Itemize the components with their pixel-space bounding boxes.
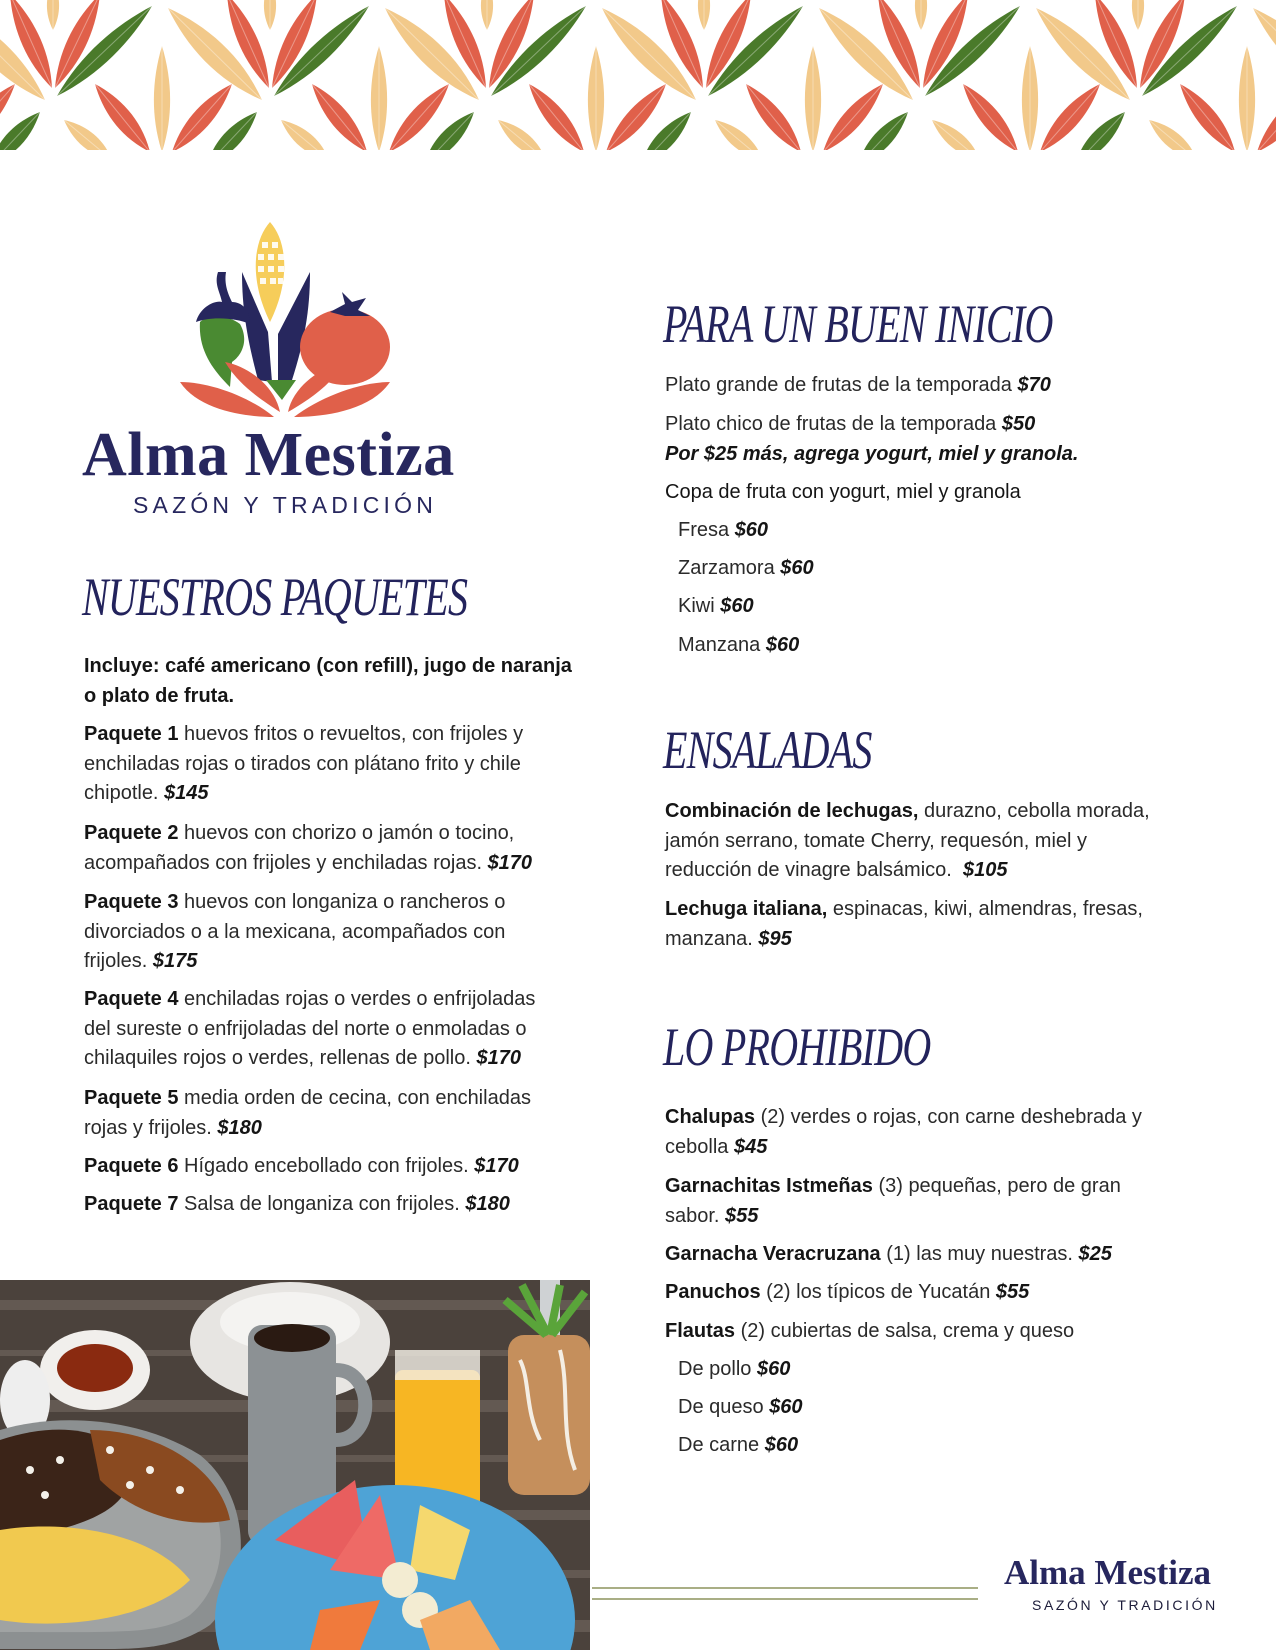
item-price: $175	[152, 950, 198, 972]
item-description: enchiladas rojas o verdes o enfrijoladas del sureste o enfrijoladas del norte o enmoladas o chilaquiles rojos o verdes, rellenas de pollo.	[84, 988, 536, 1069]
flautas-option	[678, 1355, 790, 1385]
item-name: Combinación de lechugas,	[665, 800, 919, 822]
item-price: $55	[725, 1204, 759, 1227]
package-item	[84, 888, 505, 977]
item-name: Garnachitas Istmeñas	[665, 1175, 873, 1197]
item-description: Plato chico de frutas de la temporada	[665, 413, 997, 435]
footer-brand-name: Alma Mestiza	[1004, 1553, 1212, 1592]
flautas-option	[678, 1393, 803, 1423]
footer-brand-tagline: SAZÓN Y TRADICIÓN	[1032, 1597, 1218, 1613]
item-price: $60	[756, 1358, 791, 1380]
item-description: (2) los típicos de Yucatán	[766, 1281, 991, 1303]
package-item	[84, 819, 532, 878]
item-name: Paquete 3	[84, 891, 179, 913]
item-name: Chalupas	[665, 1106, 756, 1128]
item-description: Fresa	[678, 519, 730, 541]
item-name: Paquete 5	[84, 1087, 179, 1109]
item-description: (2) verdes o rojas, con carne deshebrada y cebolla	[665, 1106, 1142, 1158]
package-item	[84, 720, 523, 809]
item-price: $170	[476, 1047, 521, 1069]
item-price: $170	[474, 1155, 519, 1177]
packages-intro: Incluye: café americano (con refill), jugo de naranja o plato de fruta.	[84, 655, 572, 707]
item-description: huevos con longaniza o rancheros o divorciados o a la mexicana, acompañados con frijoles.	[84, 891, 506, 972]
package-item	[84, 1084, 531, 1143]
antojito-item	[665, 1103, 1142, 1162]
footer-rule-bottom	[592, 1598, 978, 1600]
add-on-note: Por $25 más, agrega yogurt, miel y granola.	[665, 443, 1079, 465]
item-price: $170	[487, 851, 533, 874]
salad-item	[665, 797, 1150, 886]
item-name: Paquete 7	[84, 1193, 179, 1215]
item-name: Flautas	[665, 1320, 736, 1342]
item-description: durazno, cebolla morada, jamón serrano, tomate Cherry, requesón, miel y reducción de vinagre balsámico.	[665, 800, 1150, 881]
item-name: Lechuga italiana,	[665, 898, 828, 920]
item-price: $60	[734, 519, 769, 541]
antojito-item	[665, 1317, 1074, 1347]
leaf-pattern-banner	[0, 0, 1276, 150]
item-description: De queso	[678, 1396, 764, 1418]
flautas-option	[678, 1431, 798, 1461]
item-description: Kiwi	[678, 595, 715, 617]
brand-name: Alma Mestiza	[82, 421, 455, 489]
brand-tagline: SAZÓN Y TRADICIÓN	[133, 492, 438, 518]
item-price: $105	[962, 859, 1008, 881]
heading-ensaladas: ENSALADAS	[663, 720, 872, 780]
item-description: De carne	[678, 1434, 760, 1456]
item-description: huevos fritos o revueltos, con frijoles y enchiladas rojas o tirados con plátano frito y chile chipotle.	[84, 723, 524, 804]
copa-option	[678, 631, 799, 661]
item-price: $95	[758, 927, 792, 950]
item-description: Hígado encebollado con frijoles.	[184, 1155, 469, 1177]
antojito-item	[665, 1172, 1121, 1231]
copa-option	[678, 516, 768, 546]
item-price: $60	[720, 595, 754, 617]
breakfast-photo	[0, 1280, 590, 1650]
fruit-plate-item	[665, 410, 1035, 440]
item-price: $25	[1078, 1243, 1112, 1265]
footer-rule-top	[592, 1587, 978, 1589]
item-price: $180	[465, 1193, 510, 1215]
item-price: $60	[769, 1396, 803, 1418]
item-price: $70	[1017, 374, 1051, 396]
item-price: $145	[164, 782, 209, 804]
heading-lo-prohibido: LO PROHIBIDO	[663, 1017, 931, 1077]
tomato-icon	[300, 309, 390, 385]
copa-option	[678, 554, 814, 584]
item-description: media orden de cecina, con enchiladas rojas y frijoles.	[84, 1087, 531, 1139]
item-price: $60	[765, 634, 800, 656]
fruit-plate-item	[665, 371, 1051, 401]
item-description: Zarzamora	[678, 557, 775, 579]
item-price: $180	[217, 1116, 262, 1139]
item-description: Plato grande de frutas de la temporada	[665, 374, 1012, 396]
item-price: $60	[780, 557, 814, 579]
package-item	[84, 1190, 510, 1220]
item-description: (1) las muy nuestras.	[886, 1243, 1073, 1265]
item-description: (2) cubiertas de salsa, crema y queso	[740, 1320, 1075, 1342]
item-description: Salsa de longaniza con frijoles.	[184, 1193, 460, 1215]
item-name: Panuchos	[665, 1281, 761, 1303]
item-price: $55	[995, 1281, 1030, 1303]
item-name: Paquete 2	[84, 822, 179, 844]
logo-vegetables-icon	[170, 212, 400, 422]
item-name: Paquete 1	[84, 723, 179, 745]
copa-title: Copa de fruta con yogurt, miel y granola	[665, 481, 1021, 503]
item-description: huevos con chorizo o jamón o tocino, acompañados con frijoles y enchiladas rojas.	[84, 822, 515, 874]
item-name: Paquete 6	[84, 1155, 179, 1177]
heading-nuestros-paquetes: NUESTROS PAQUETES	[82, 567, 468, 627]
item-description: (3) pequeñas, pero de gran sabor.	[665, 1175, 1121, 1227]
item-description: Manzana	[678, 634, 761, 656]
copa-option	[678, 592, 754, 622]
item-description: espinacas, kiwi, almendras, fresas, manzana.	[665, 898, 1143, 950]
item-price: $60	[764, 1434, 799, 1456]
item-price: $50	[1001, 413, 1036, 435]
item-description: De pollo	[678, 1358, 752, 1380]
package-item	[84, 1152, 519, 1182]
heading-para-un-buen-inicio: PARA UN BUEN INICIO	[663, 294, 1053, 354]
item-name: Garnacha Veracruzana	[665, 1243, 881, 1265]
package-item	[84, 985, 535, 1074]
antojito-item	[665, 1240, 1112, 1270]
item-price: $45	[733, 1135, 768, 1158]
antojito-item	[665, 1278, 1029, 1308]
salad-item	[665, 895, 1143, 954]
item-name: Paquete 4	[84, 988, 179, 1010]
